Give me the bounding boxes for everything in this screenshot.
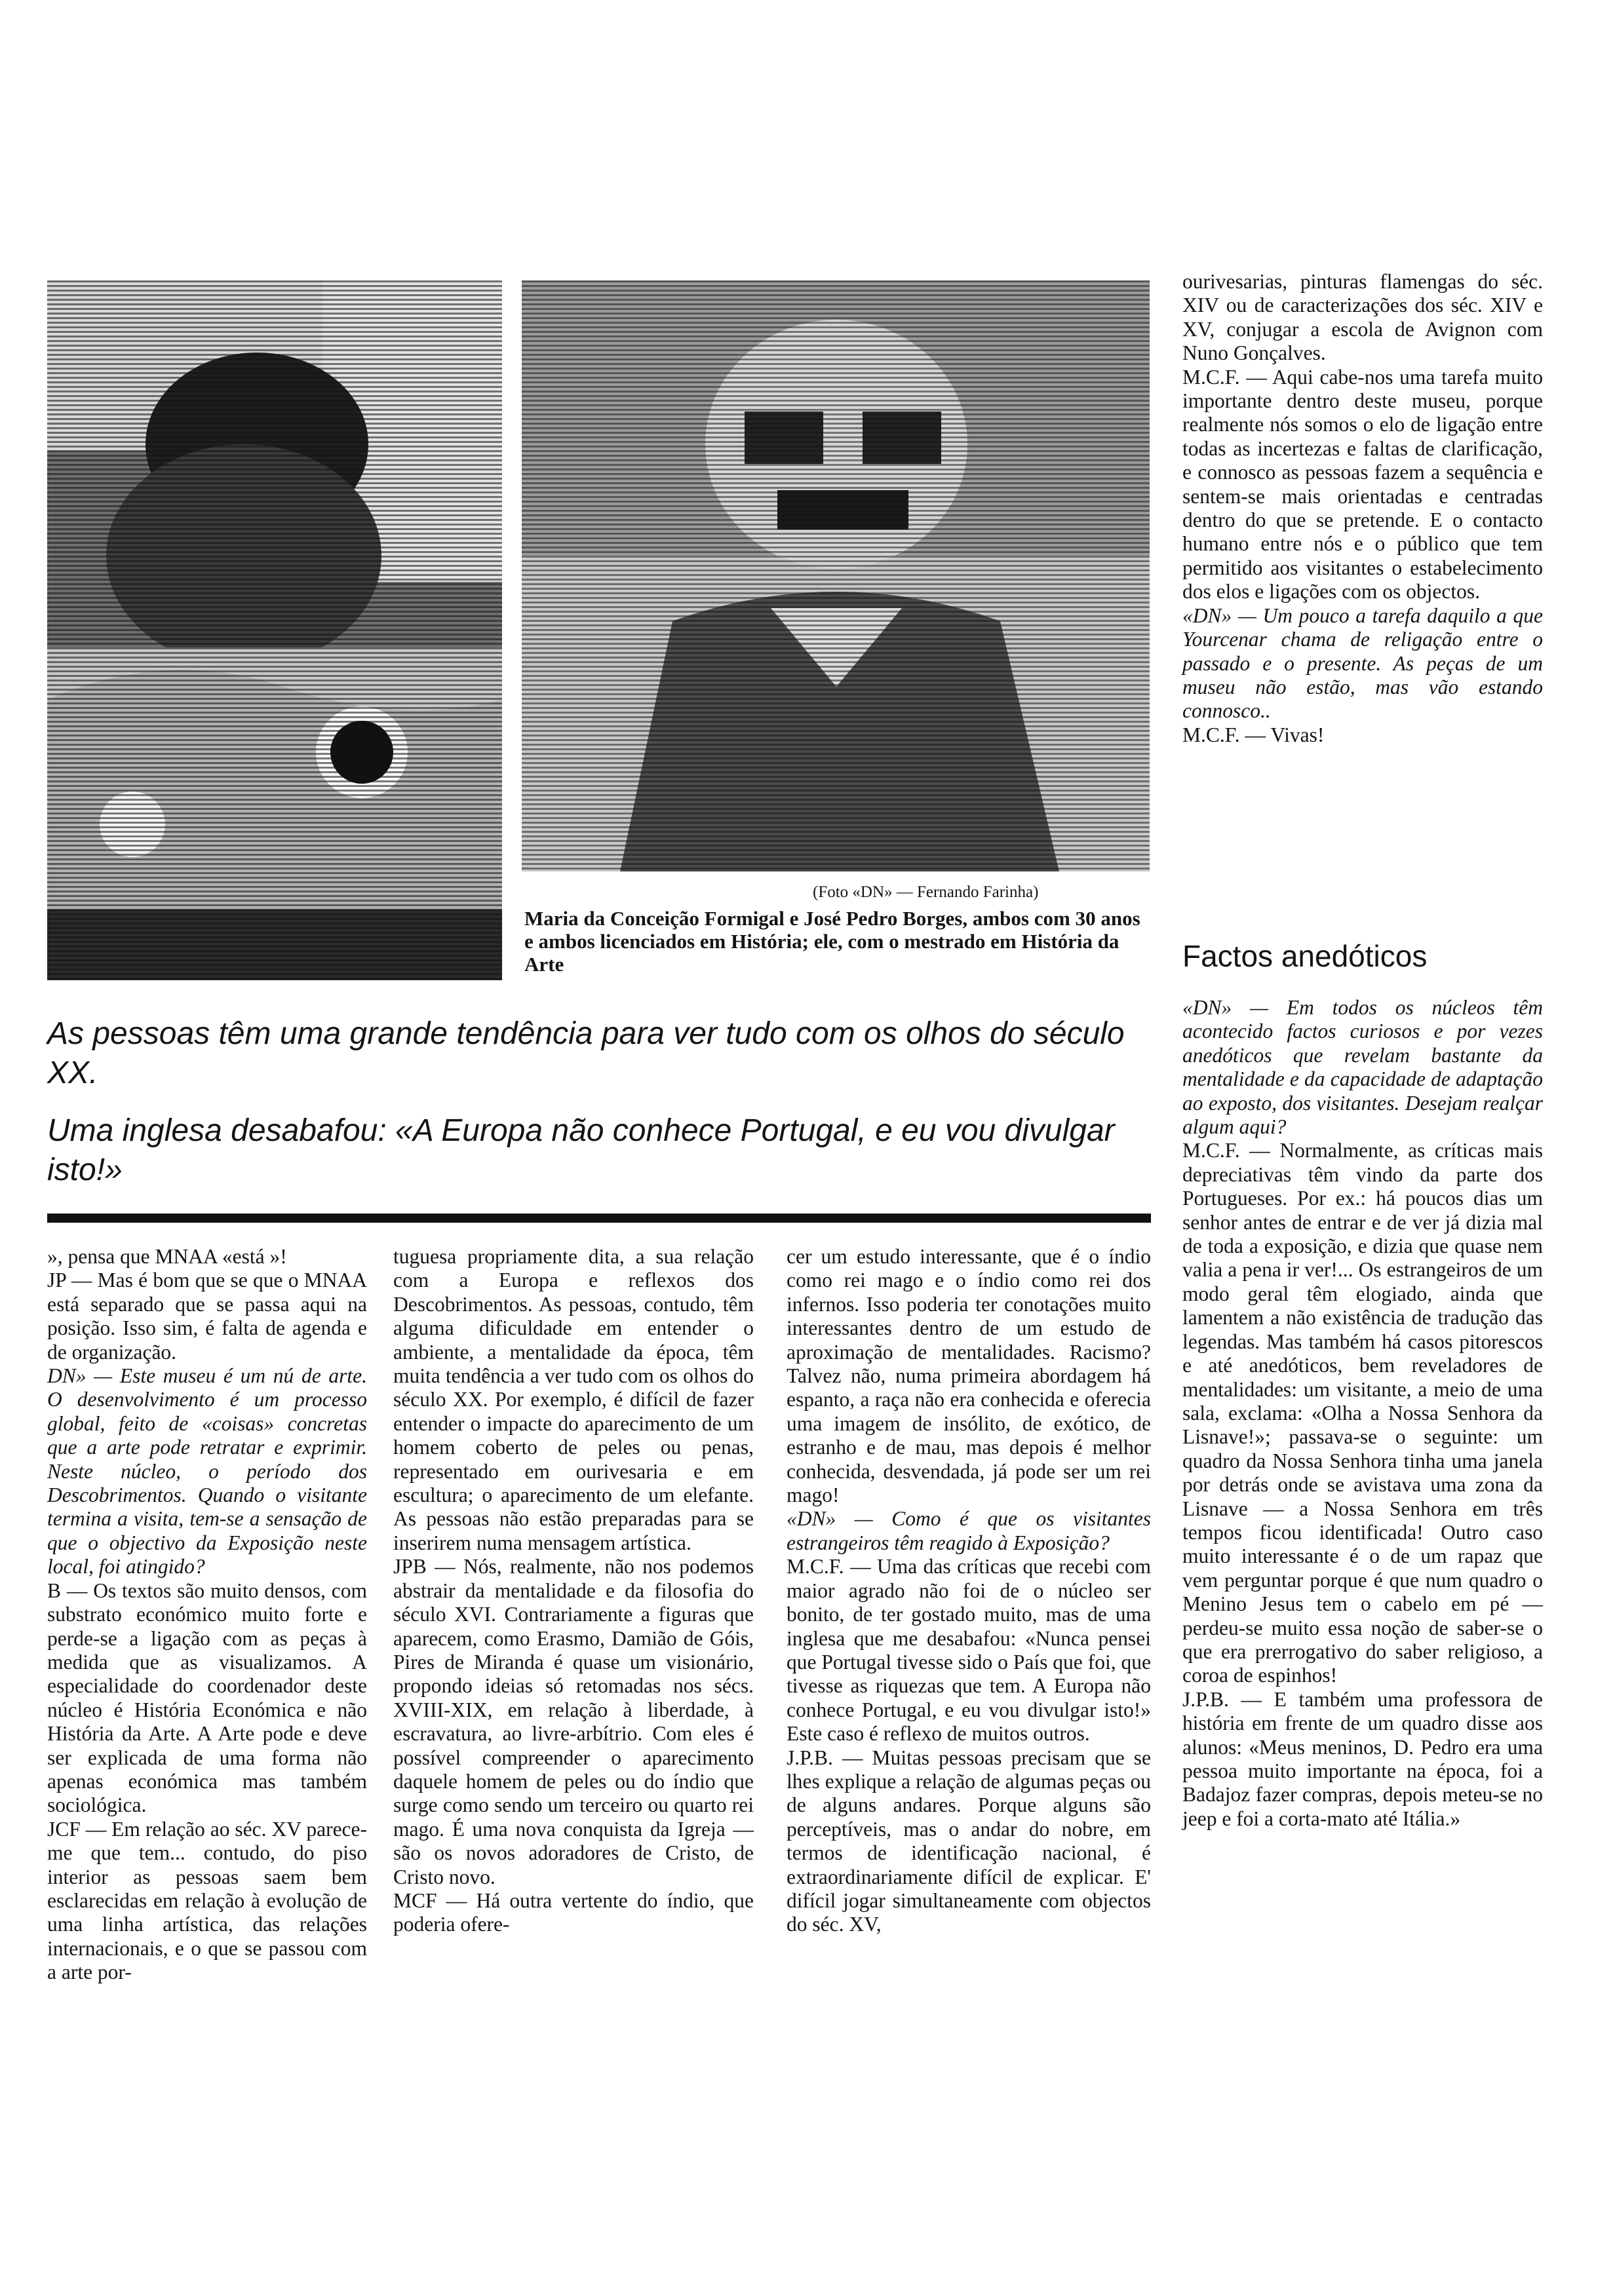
pullquote-2: Uma inglesa desabafou: «A Europa não conhece Portugal, e eu vou divulgar isto!» <box>47 1113 1115 1187</box>
column-2 <box>393 1245 754 1937</box>
photo-credit: (Foto «DN» — Fernando Farinha) <box>813 883 1039 901</box>
col1-para-4: JCF — Em relação ao séc. XV parece-me que tem... contudo, do piso interior as pessoas saem bem esclarecidas em relação à evolução de uma linha artística, das relações internacionais, e o que se passou com a arte por- <box>47 1817 367 1984</box>
right-para-5: M.C.F. — Normalmente, as críticas mais depreciativas têm vindo da parte dos Portugueses. Por ex.: há poucos dias um senhor antes de entrar e de ver já dizia mal de toda a exposição, e dizia que quase nem valia a pena ir ver!... Os estrangeiros de um modo geral têm elogiado, ainda que lamentem a não existência de tradução das legendas. Mas também há casos pitorescos e até anedóticos, bem reveladores de mentalidades: um visitante, a meio de uma sala, exclama: «Olha a Nossa Senhora da Lisnave!»; passava-se o seguinte: um quadro da Nossa Senhora tinha uma janela por detrás onde se avistava uma zona da Lisnave — a Nossa Senhora em três tempos ficou identificada! Outro caso muito interessante é o de um rapaz que vem perguntar porque é que num quadro o Menino Jesus tem o cabelo em pé — perdeu-se muito essa noção de saber-se o que era prerrogativo do saber religioso, a coroa de espinhos! <box>1182 1139 1543 1687</box>
pullquote-1: As pessoas têm uma grande tendência para ver tudo com os olhos do século XX. <box>47 1016 1125 1090</box>
col2-para-0: tuguesa propriamente dita, a sua relação com a Europa e reflexos dos Descobrimentos. As pessoas, contudo, têm alguma dificuldade em entender o ambiente, a mentalidade da época, têm muita tendência a ver tudo com os olhos do século XX. Por exemplo, é difícil de fazer entender o impacte do aparecimento de um homem coberto de peles ou penas, representado em ourivesaria e em escultura; o aparecimento de um elefante. As pessoas não estão preparadas para se inserirem numa mensagem artística. <box>393 1245 754 1554</box>
right-column-top <box>1182 270 1543 747</box>
col1-para-3: B — Os textos são muito densos, com substrato económico muito forte e perde-se a ligação com as peças à medida que as visualizamos. A especialidade do coordenador deste núcleo é História Económica e não História da Arte. A Arte pode e deve ser explicada de uma forma não apenas económica mas também sociológica. <box>47 1578 367 1817</box>
col3-para-2: M.C.F. — Uma das críticas que recebi com maior agrado não foi de o núcleo ser bonito, de ter gostado muito, mas de uma inglesa que me desabafou: «Nunca pensei que Portugal tivesse sido o País que foi, que tivesse as riquezas que tem. A Europa não conhece Portugal, e eu vou divulgar isto!» Este caso é reflexo de muitos outros. <box>787 1555 1151 1746</box>
column-3 <box>787 1245 1151 1937</box>
col3-para-0: cer um estudo interessante, que é o índio como rei mago e o índio como rei dos infernos. Isso poderia ter conotações muito interessantes dentro de um estudo de aproximação de mentalidades. Racismo? Talvez não, numa primeira abordagem há espanto, a raça não era conhecida e oferecia uma imagem de insólito, de exótico, de estranho e de mau, mas depois é melhor conhecida, desvendada, já pode ser um rei mago! <box>787 1245 1151 1507</box>
right-para-6: J.P.B. — E também uma professora de história em frente de um quadro disse aos alunos: «Meus meninos, D. Pedro era uma pessoa muito importante na época, foi a Badajoz fazer compras, depois meteu-se no jeep e foi a corta-mato até Itália.» <box>1182 1687 1543 1830</box>
right-column-bottom <box>1182 996 1543 1831</box>
column-1 <box>47 1245 367 1985</box>
col3-para-3: J.P.B. — Muitas pessoas precisam que se lhes explique a relação de algumas peças ou de alguns andares. Porque alguns são perceptíveis, mas o andar do nobre, em termos de identificação nacional, é extraordinariamente difícil de explicar. E' difícil jogar simultaneamente com objectos do séc. XV, <box>787 1746 1151 1936</box>
col1-para-1: JP — Mas é bom que se que o MNAA está separado que se passa aqui na posição. Isso sim, é falta de agenda e de organização. <box>47 1269 367 1364</box>
col2-para-1: JPB — Nós, realmente, não nos podemos abstrair da mentalidade e da filosofia do século XVI. Contrariamente a figuras que aparecem, como Erasmo, Damião de Góis, Pires de Miranda é quase um visionário, propondo ideias só retomadas nos sécs. XVIII-XIX, em relação à liberdade, à escravatura, ao livre-arbítrio. Com eles é possível compreender o aparecimento daquele homem de peles ou do índio que surge como sendo um terceiro ou quarto rei mago. É uma nova conquista da Igreja — são os novos adoradores de Cristo, de Cristo novo. <box>393 1555 754 1888</box>
right-para-3: M.C.F. — Vivas! <box>1182 723 1325 746</box>
col3-para-1: «DN» — Como é que os visitantes estrangeiros têm reagido à Exposição? <box>787 1507 1151 1554</box>
photo-woman <box>47 280 502 980</box>
photo-caption: Maria da Conceição Formigal e José Pedro Borges, ambos com 30 anos e ambos licenciados em História; ele, com o mestrado em História da Arte <box>524 907 1140 976</box>
right-para-2: «DN» — Um pouco a tarefa daquilo a que Yourcenar chama de religação entre o passado e o presente. As peças de um museu não estão, mas vão estando connosco.. <box>1182 603 1543 723</box>
section-rule <box>47 1214 1151 1223</box>
col1-para-0: », pensa que MNAA «está »! <box>47 1245 287 1268</box>
photo-man <box>522 280 1150 871</box>
col2-para-2: MCF — Há outra vertente do índio, que poderia ofere- <box>393 1888 754 1936</box>
right-para-0: ourivesarias, pinturas flamengas do séc. XIV ou de caracterizações dos séc. XIV e XV, conjugar a escola de Avignon com Nuno Gonçalves. <box>1182 270 1543 365</box>
col1-para-2: DN» — Este museu é um nú de arte. O desenvolvimento é um processo global, feito de «coisas» concretas que a arte pode retratar e exprimir. Neste núcleo, o período dos Descobrimentos. Quando o visitante termina a visita, tem-se a sensação de que o objectivo da Exposição neste local, foi atingido? <box>47 1364 367 1578</box>
right-para-1: M.C.F. — Aqui cabe-nos uma tarefa muito importante dentro deste museu, porque realmente nós somos o elo de ligação entre todas as incertezas e faltas de clarificação, e connosco as pessoas fazem a sequência e sentem-se mais orientadas e centradas dentro do que se pretende. E o contacto humano entre nós e o público que tem permitido aos visitantes o estabelecimento dos elos e ligações com os objectos. <box>1182 365 1543 603</box>
section-heading: Factos anedóticos <box>1182 939 1428 973</box>
right-para-4: «DN» — Em todos os núcleos têm acontecido factos curiosos e por vezes anedóticos que revelam bastante da mentalidade e da capacidade de adaptação ao exposto, dos visitantes. Desejam realçar algum aqui? <box>1182 996 1543 1139</box>
